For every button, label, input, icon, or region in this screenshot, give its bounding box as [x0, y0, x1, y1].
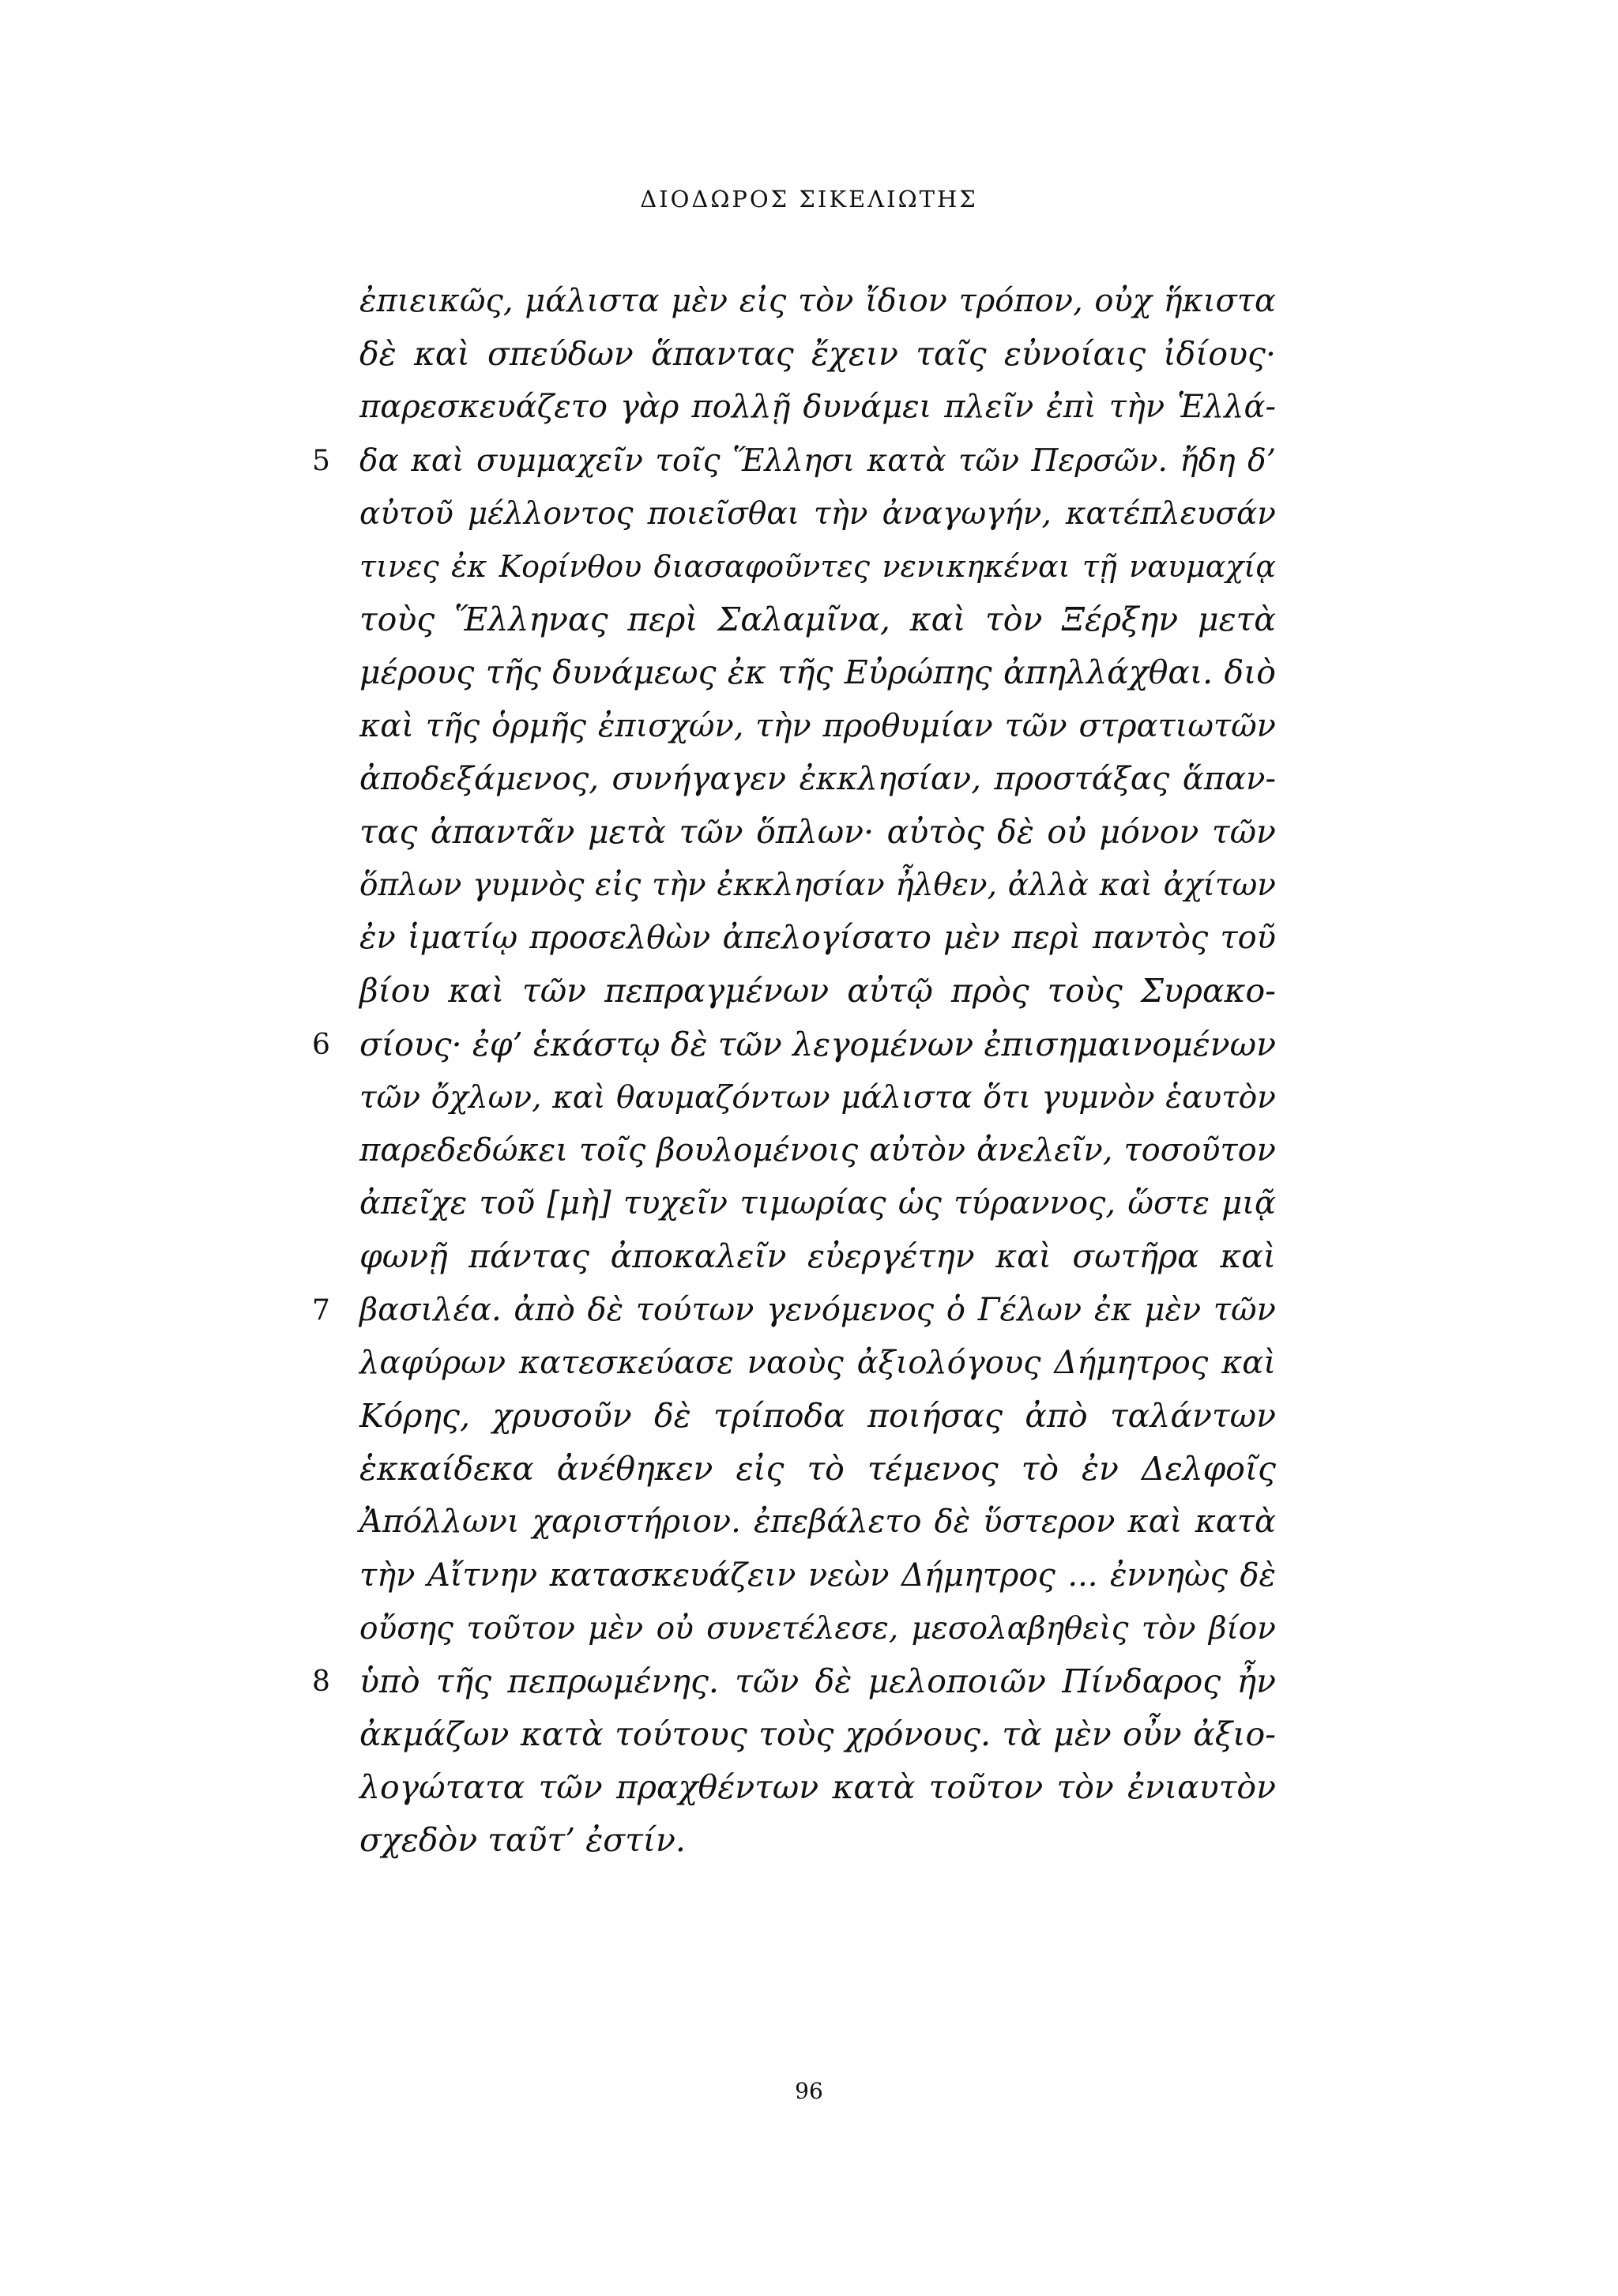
line-text: παρεσκευάζετο γὰρ πολλῇ δυνάμει πλεῖν ἐπὶ τὴν Ἑλλά- [359, 389, 1276, 426]
line-text: λαφύρων κατεσκεύασε ναοὺς ἀξιολόγους Δήμητρος καὶ [359, 1344, 1276, 1381]
text-line [359, 753, 1276, 806]
text-line [359, 593, 1276, 646]
line-text: τὴν Αἴτνην κατασκευάζειν νεὼν Δήμητρος ... ἐννηὼς δὲ [359, 1556, 1276, 1594]
line-text: φωνῇ πάντας ἀποκαλεῖν εὐεργέτην καὶ σωτῆρα καὶ [359, 1237, 1276, 1276]
text-line [312, 435, 1276, 487]
text-line [359, 1602, 1276, 1655]
text-line [312, 1284, 1276, 1337]
text-line [359, 1708, 1276, 1761]
line-text: ἀπεῖχε τοῦ [μὴ] τυχεῖν τιμωρίας ὡς τύραννος, ὥστε μιᾷ [359, 1185, 1276, 1222]
text-line [359, 328, 1276, 381]
line-text: αὐτοῦ μέλλοντος ποιεῖσθαι τὴν ἀναγωγήν, κατέπλευσάν [359, 495, 1276, 532]
text-line [359, 646, 1276, 699]
line-text: Κόρης, χρυσοῦν δὲ τρίποδα ποιήσας ἀπὸ ταλάντων [359, 1396, 1276, 1435]
text-line [359, 700, 1276, 753]
line-text: λογώτατα τῶν πραχθέντων κατὰ τοῦτον τὸν ἐνιαυτὸν [359, 1768, 1276, 1807]
line-text: ἀποδεξάμενος, συνήγαγεν ἐκκλησίαν, προστάξας ἅπαν- [359, 760, 1276, 797]
text-line [312, 1655, 1276, 1708]
body-text [312, 275, 1276, 1868]
section-number: 6 [312, 1028, 330, 1061]
line-text: καὶ τῆς ὁρμῆς ἐπισχών, τὴν προθυμίαν τῶν στρατιωτῶν [359, 707, 1276, 744]
section-number: 5 [312, 444, 330, 477]
section-number: 7 [312, 1293, 330, 1327]
text-line [359, 540, 1276, 593]
running-header: ΔΙΟΔΩΡΟΣ ΣΙΚΕΛΙΩΤΗΣ [640, 186, 978, 213]
text-line [359, 1337, 1276, 1390]
text-line [359, 275, 1276, 328]
line-text: ἐν ἱματίῳ προσελθὼν ἀπελογίσατο μὲν περὶ παντὸς τοῦ [359, 920, 1276, 957]
line-text: τας ἀπαντᾶν μετὰ τῶν ὅπλων· αὐτὸς δὲ οὐ μόνον τῶν [359, 812, 1276, 851]
line-text: ἐπιεικῶς, μάλιστα μὲν εἰς τὸν ἴδιον τρόπον, οὐχ ἥκιστα [359, 283, 1276, 319]
line-text: παρεδεδώκει τοῖς βουλομένοις αὐτὸν ἀνελεῖν, τοσοῦτον [359, 1132, 1276, 1169]
line-text: ἀκμάζων κατὰ τούτους τοὺς χρόνους. τὰ μὲν οὖν ἀξιο- [359, 1715, 1276, 1754]
text-line [359, 381, 1276, 434]
page-number: 96 [795, 2078, 823, 2104]
text-line [359, 912, 1276, 965]
text-line [359, 1496, 1276, 1549]
text-line [359, 1230, 1276, 1283]
text-line [359, 1761, 1276, 1814]
text-line [359, 1390, 1276, 1443]
line-text: σίους· ἐφ’ ἑκάστῳ δὲ τῶν λεγομένων ἐπισημαινομένων [359, 1025, 1276, 1063]
line-text: βίου καὶ τῶν πεπραγμένων αὐτῷ πρὸς τοὺς Συρακο- [359, 972, 1276, 1011]
line-text: σχεδὸν ταῦτ’ ἐστίν. [359, 1821, 686, 1860]
text-line [359, 1071, 1276, 1124]
line-text: Ἀπόλλωνι χαριστήριον. ἐπεβάλετο δὲ ὕστερον καὶ κατὰ [359, 1504, 1276, 1541]
text-line [359, 1124, 1276, 1177]
line-text: τῶν ὄχλων, καὶ θαυμαζόντων μάλιστα ὅτι γυμνὸν ἑαυτὸν [359, 1079, 1276, 1116]
line-text: δα καὶ συμμαχεῖν τοῖς Ἕλλησι κατὰ τῶν Περσῶν. ἤδη δ’ [359, 442, 1276, 479]
line-text: τινες ἐκ Κορίνθου διασαφοῦντες νενικηκέναι τῇ ναυμαχίᾳ [359, 548, 1276, 584]
line-text: ἑκκαίδεκα ἀνέθηκεν εἰς τὸ τέμενος τὸ ἐν Δελφοῖς [359, 1450, 1276, 1489]
line-text: δὲ καὶ σπεύδων ἅπαντας ἔχειν ταῖς εὐνοίαις ἰδίους· [359, 335, 1276, 374]
text-line [359, 965, 1276, 1018]
line-text: οὔσης τοῦτον μὲν οὐ συνετέλεσε, μεσολαβηθεὶς τὸν βίον [359, 1610, 1276, 1647]
line-text: βασιλέα. ἀπὸ δὲ τούτων γενόμενος ὁ Γέλων ἐκ μὲν τῶν [359, 1291, 1276, 1328]
text-line [359, 1177, 1276, 1230]
text-line [359, 1814, 1276, 1867]
line-text: ὅπλων γυμνὸς εἰς τὴν ἐκκλησίαν ἦλθεν, ἀλλὰ καὶ ἀχίτων [359, 868, 1276, 904]
line-text: μέρους τῆς δυνάμεως ἐκ τῆς Εὐρώπης ἀπηλλάχθαι. διὸ [359, 653, 1276, 692]
section-number: 8 [312, 1665, 330, 1698]
text-line [359, 859, 1276, 912]
text-line [312, 1018, 1276, 1071]
text-line [359, 487, 1276, 540]
line-text: τοὺς Ἕλληνας περὶ Σαλαμῖνα, καὶ τὸν Ξέρξην μετὰ [359, 600, 1276, 639]
line-text: ὑπὸ τῆς πεπρωμένης. τῶν δὲ μελοποιῶν Πίνδαρος ἦν [359, 1662, 1276, 1700]
text-line [359, 806, 1276, 859]
text-line [359, 1549, 1276, 1602]
text-line [359, 1443, 1276, 1496]
